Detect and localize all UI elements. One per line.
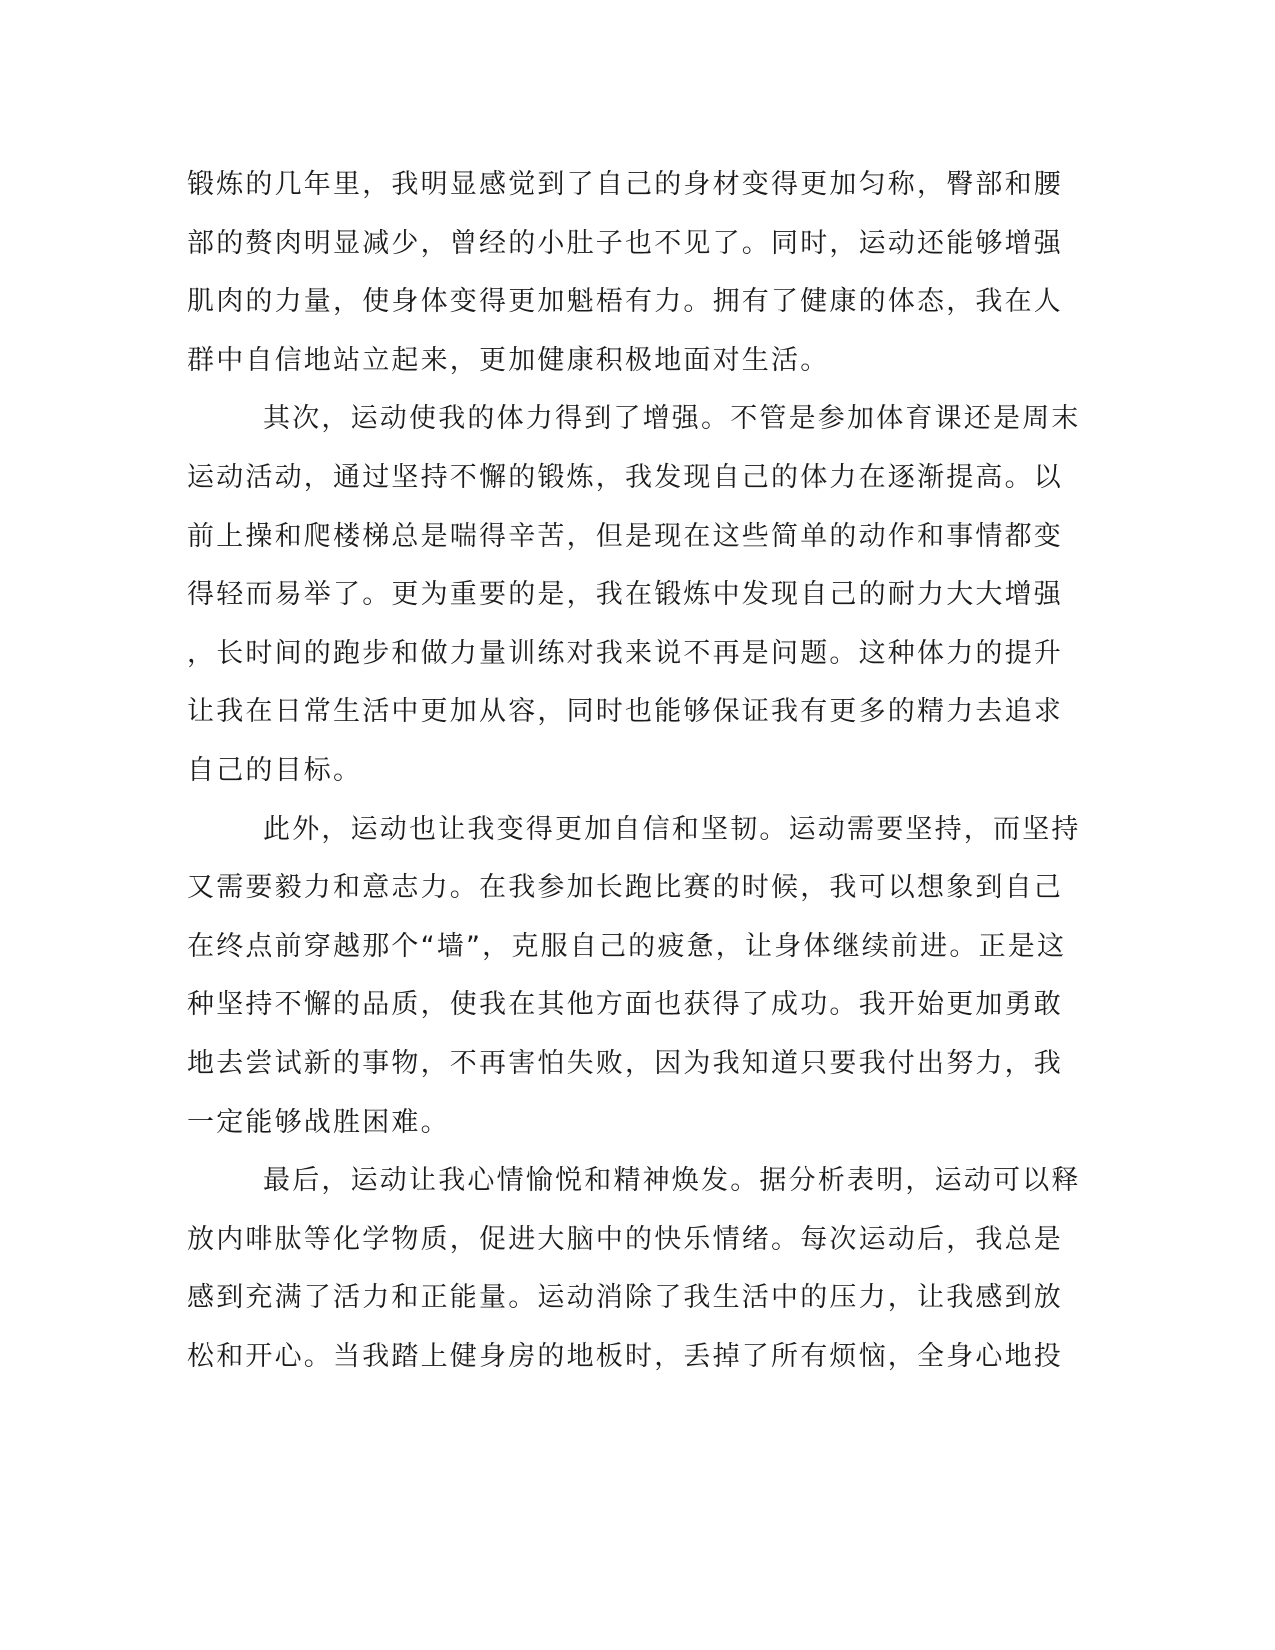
text-line: 在终点前穿越那个“墙”，克服自己的疲惫，让身体继续前进。正是这: [187, 930, 1067, 962]
text-line: 肌肉的力量，使身体变得更加魁梧有力。拥有了健康的体态，我在人: [187, 286, 1063, 318]
text-line: 自己的目标。: [187, 754, 363, 786]
text-line: ，长时间的跑步和做力量训练对我来说不再是问题。这种体力的提升: [187, 637, 1063, 669]
body-text: [187, 156, 1081, 1386]
text-line: 部的赘肉明显减少，曾经的小肚子也不见了。同时，运动还能够增强: [187, 227, 1063, 259]
text-line: 又需要毅力和意志力。在我参加长跑比赛的时候，我可以想象到自己: [187, 872, 1063, 904]
paragraph-start-line: 最后，运动让我心情愉悦和精神焕发。据分析表明，运动可以释: [263, 1165, 1081, 1197]
text-line: 一定能够战胜困难。: [187, 1106, 450, 1138]
text-line: 地去尝试新的事物，不再害怕失败，因为我知道只要我付出努力，我: [187, 1047, 1063, 1079]
text-line: 感到充满了活力和正能量。运动消除了我生活中的压力，让我感到放: [187, 1282, 1063, 1314]
text-line: 锻炼的几年里，我明显感觉到了自己的身材变得更加匀称，臀部和腰: [187, 169, 1063, 200]
paragraph-start-line: 此外，运动也让我变得更加自信和坚韧。运动需要坚持，而坚持: [263, 813, 1081, 845]
text-line: 群中自信地站立起来，更加健康积极地面对生活。: [187, 344, 830, 376]
paragraph-start-line: 其次，运动使我的体力得到了增强。不管是参加体育课还是周末: [263, 403, 1081, 435]
text-line: 运动活动，通过坚持不懈的锻炼，我发现自己的体力在逐渐提高。以: [187, 461, 1063, 493]
text-line: 放内啡肽等化学物质，促进大脑中的快乐情绪。每次运动后，我总是: [187, 1223, 1063, 1255]
text-line: 松和开心。当我踏上健身房的地板时，丢掉了所有烦恼，全身心地投: [187, 1340, 1063, 1372]
text-line: 得轻而易举了。更为重要的是，我在锻炼中发现自己的耐力大大增强: [187, 579, 1063, 611]
text-line: 种坚持不懈的品质，使我在其他方面也获得了成功。我开始更加勇敢: [187, 989, 1063, 1021]
text-line: 前上操和爬楼梯总是喘得辛苦，但是现在这些简单的动作和事情都变: [187, 520, 1063, 552]
text-line: 让我在日常生活中更加从容，同时也能够保证我有更多的精力去追求: [187, 696, 1063, 728]
